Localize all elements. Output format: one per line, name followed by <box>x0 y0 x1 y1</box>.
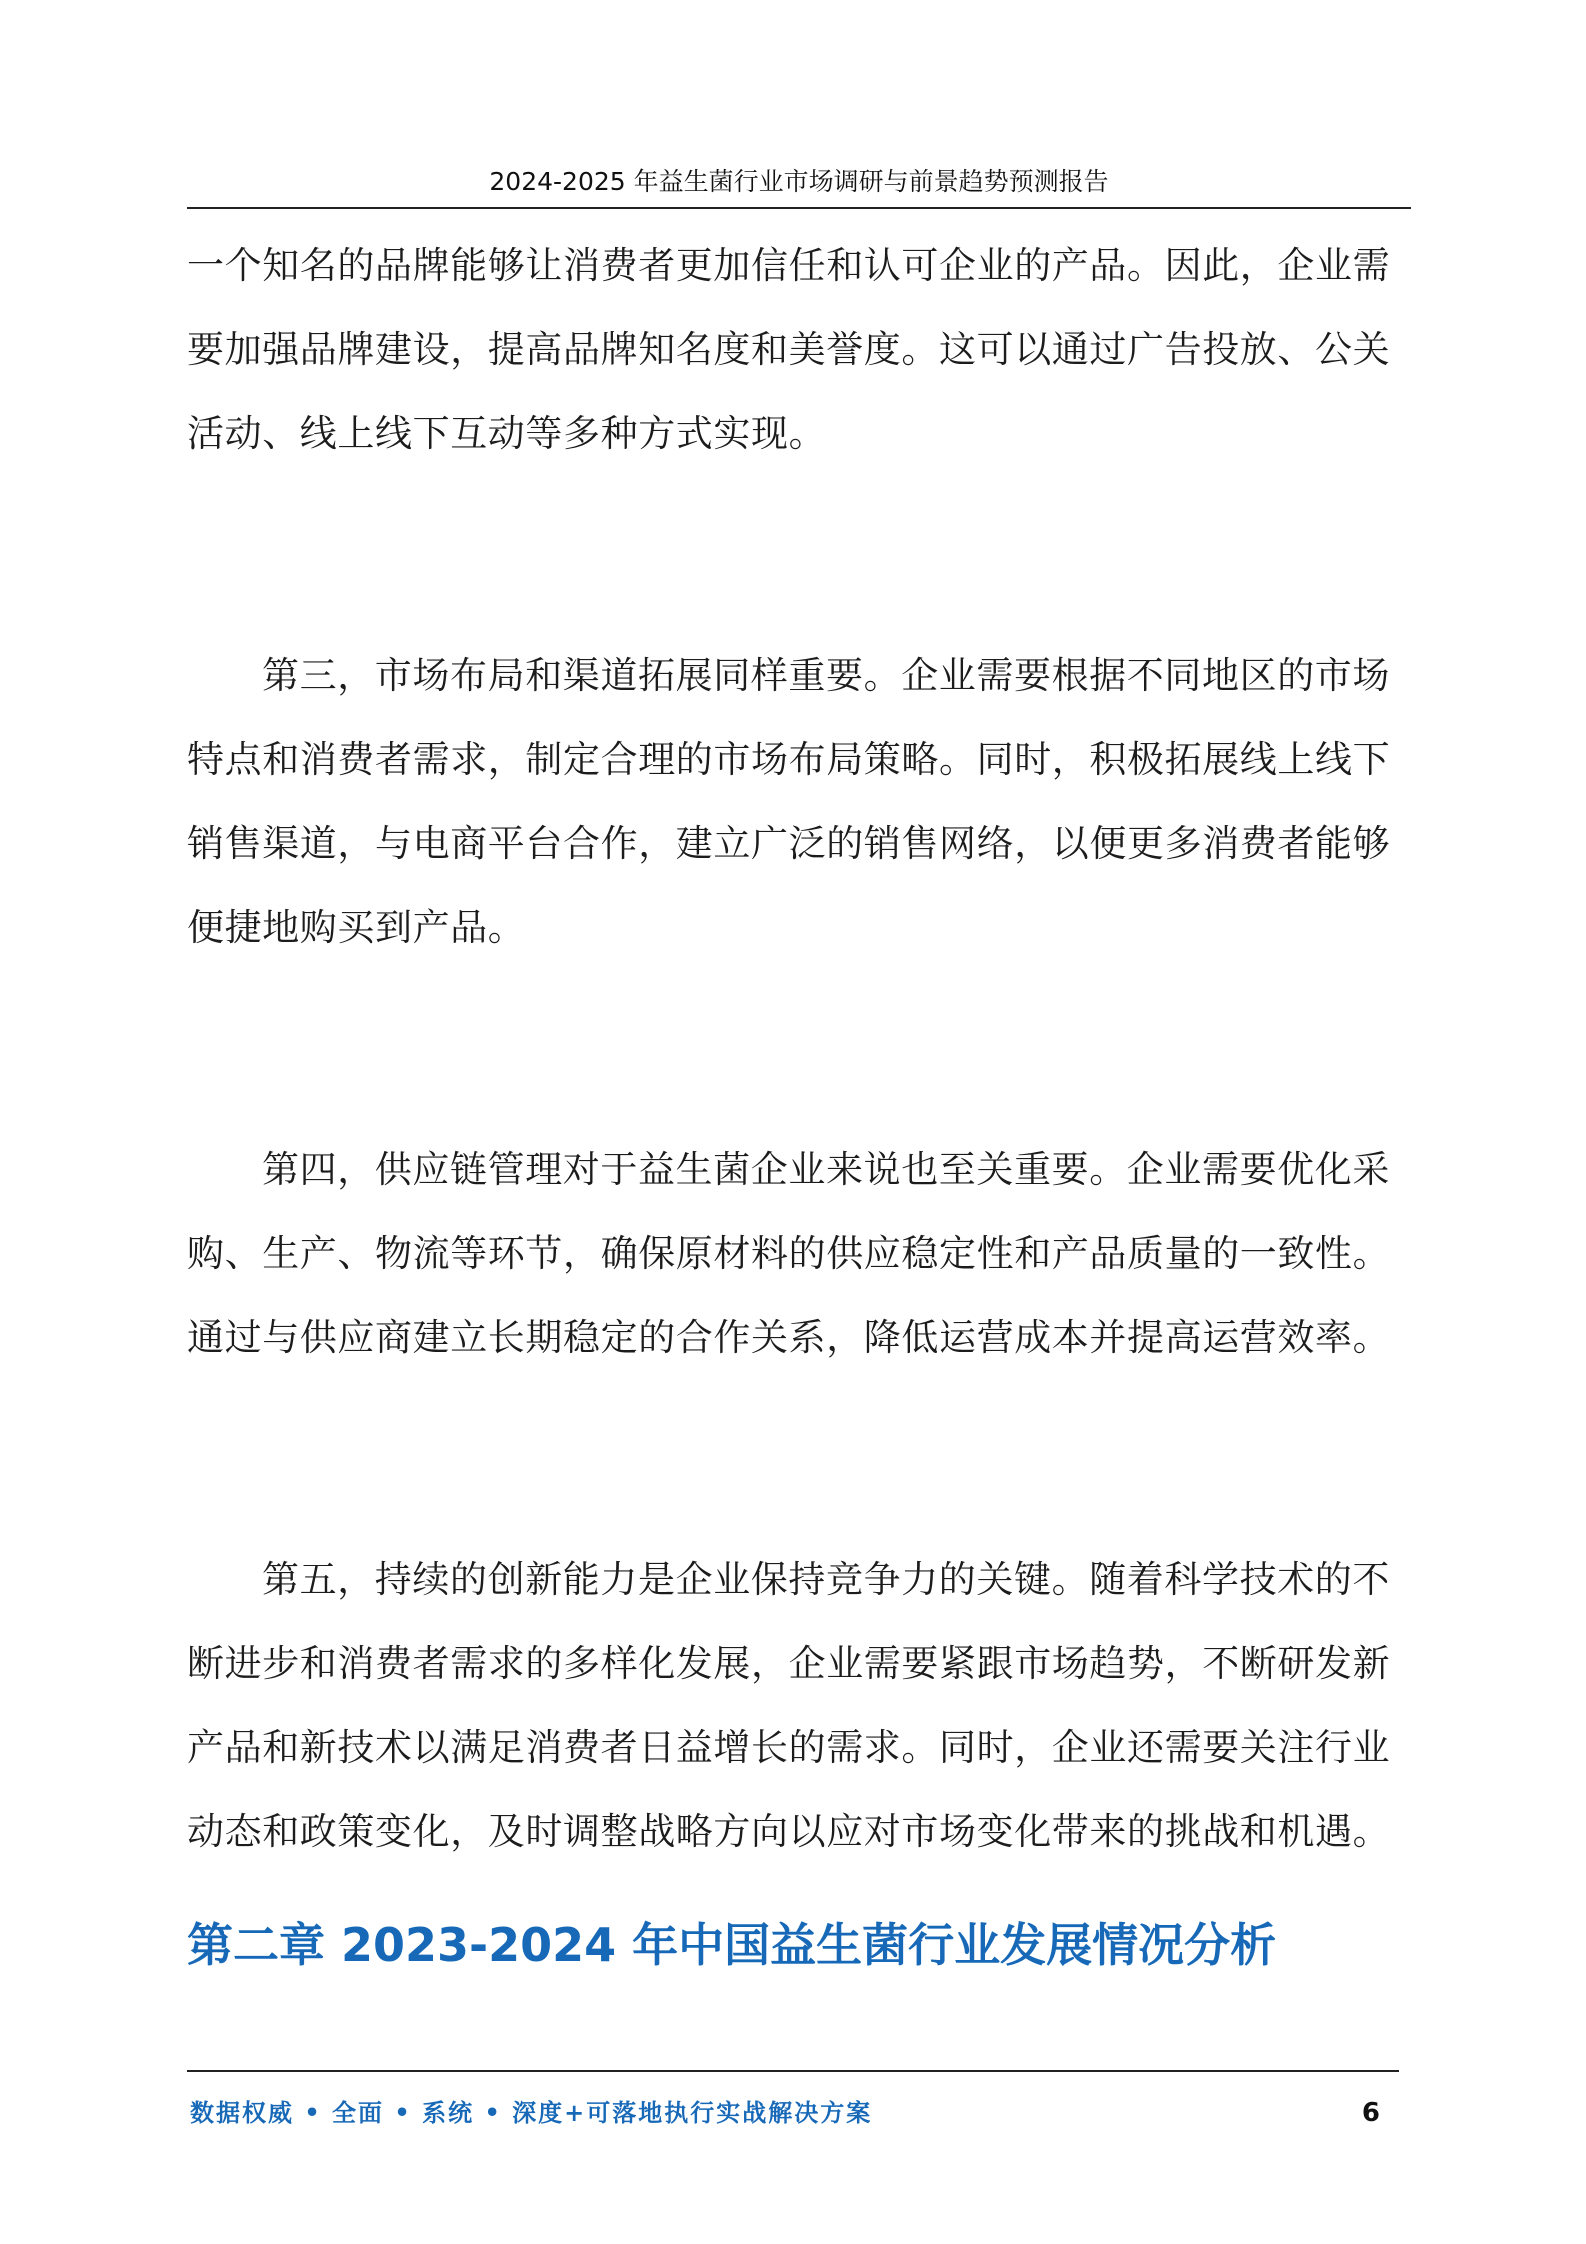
body-paragraph-3: 第四，供应链管理对于益生菌企业来说也至关重要。企业需要优化采购、生产、物流等环节，确保原材料的供应稳定性和产品质量的一致性。通过与供应商建立长期稳定的合作关系，降低运营成本并提高运营效率。 <box>187 1148 1391 1359</box>
page-header-title: 2024-2025 年益生菌行业市场调研与前景趋势预测报告 <box>489 167 1109 196</box>
body-paragraph-2: 第三，市场布局和渠道拓展同样重要。企业需要根据不同地区的市场特点和消费者需求，制定合理的市场布局策略。同时，积极拓展线上线下销售渠道，与电商平台合作，建立广泛的销售网络，以便更多消费者能够便捷地购买到产品。 <box>187 654 1391 949</box>
footer-divider <box>187 2070 1399 2072</box>
document-body <box>187 224 1397 1874</box>
header-divider <box>187 207 1411 209</box>
body-paragraph-1: 一个知名的品牌能够让消费者更加信任和认可企业的产品。因此，企业需要加强品牌建设，提高品牌知名度和美誉度。这可以通过广告投放、公关活动、线上线下互动等多种方式实现。 <box>187 244 1391 455</box>
chapter-heading: 第二章 2023-2024 年中国益生菌行业发展情况分析 <box>187 1918 1277 1972</box>
page-number: 6 <box>1361 2098 1380 2128</box>
body-paragraph-4: 第五，持续的创新能力是企业保持竞争力的关键。随着科学技术的不断进步和消费者需求的多样化发展，企业需要紧跟市场趋势，不断研发新产品和新技术以满足消费者日益增长的需求。同时，企业还需要关注行业动态和政策变化，及时调整战略方向以应对市场变化带来的挑战和机遇。 <box>187 1558 1391 1853</box>
footer-slogan: 数据权威 • 全面 • 系统 • 深度+可落地执行实战解决方案 <box>190 2098 873 2127</box>
